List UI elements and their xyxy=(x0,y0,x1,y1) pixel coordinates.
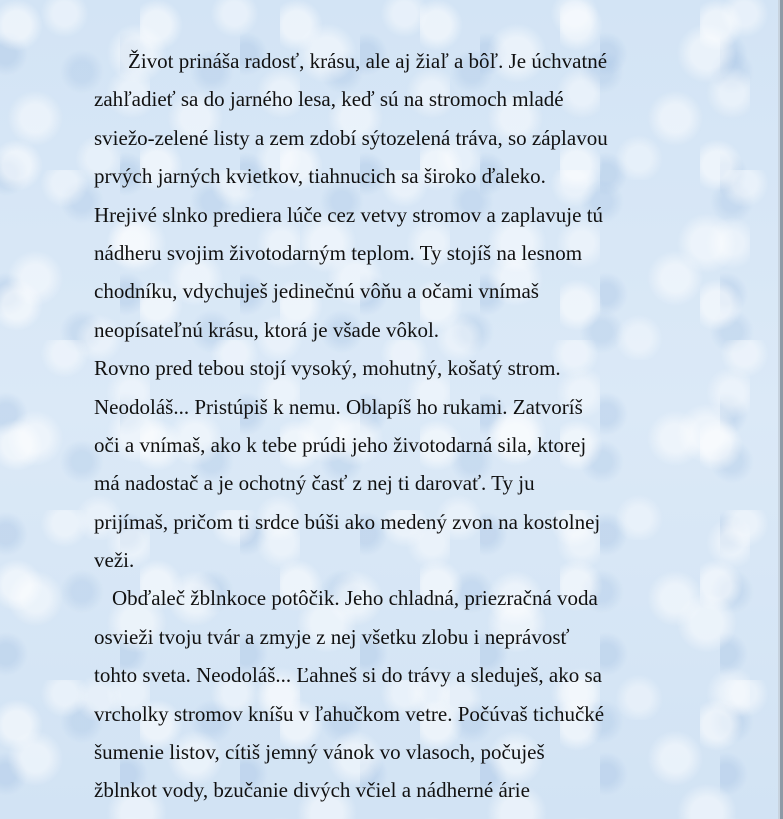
text-line: osvieži tvoju tvár a zmyje z nej všetku zlobu i neprávosť xyxy=(94,624,570,649)
text-line: tohto sveta. Neodoláš... Ľahneš si do trávy a sleduješ, ako sa xyxy=(94,663,602,688)
text-line: sviežo-zelené listy a zem zdobí sýtozelená tráva, so záplavou xyxy=(94,125,608,150)
text-line: Hrejivé slnko prediera lúče cez vetvy stromov a zaplavuje tú xyxy=(94,202,604,227)
text-line: nádheru svojim životodarným teplom. Ty stojíš na lesnom xyxy=(94,240,583,265)
text-line: Obďaleč žblnkoce potôčik. Jeho chladná, priezračná voda xyxy=(112,586,598,611)
text-line: Rovno pred tebou stojí vysoký, mohutný, košatý strom. xyxy=(94,356,561,381)
text-line: prvých jarných kvietkov, tiahnucich sa široko ďaleko. xyxy=(94,164,546,189)
text-line: chodníku, vdychuješ jedinečnú vôňu a očami vnímaš xyxy=(94,279,539,304)
text-line: šumenie listov, cítiš jemný vánok vo vlasoch, počuješ xyxy=(94,740,545,765)
text-line: Život prináša radosť, krásu, ale aj žiaľ a bôľ. Je úchvatné xyxy=(128,49,608,73)
text-line: zahľadieť sa do jarného lesa, keď sú na stromoch mladé xyxy=(94,87,564,112)
text-line: neopísateľnú krásu, ktorá je všade vôkol. xyxy=(94,317,440,342)
text-line: Neodoláš... Pristúpiš k nemu. Oblapíš ho rukami. Zatvoríš xyxy=(94,394,583,419)
text-line: vrcholky stromov kníšu v ľahučkom vetre. Počúvaš tichučké xyxy=(94,701,605,726)
text-line: má nadostač a je ochotný časť z nej ti darovať. Ty ju xyxy=(94,471,535,496)
text-line: oči a vnímaš, ako k tebe prúdi jeho životodarná sila, ktorej xyxy=(94,432,587,457)
body-text xyxy=(94,42,654,810)
text-line: žblnkot vody, bzučanie divých včiel a nádherné árie xyxy=(94,778,530,803)
text-line: prijímaš, pričom ti srdce búši ako medený zvon na kostolnej xyxy=(94,509,601,534)
text-line: veži. xyxy=(94,548,135,573)
